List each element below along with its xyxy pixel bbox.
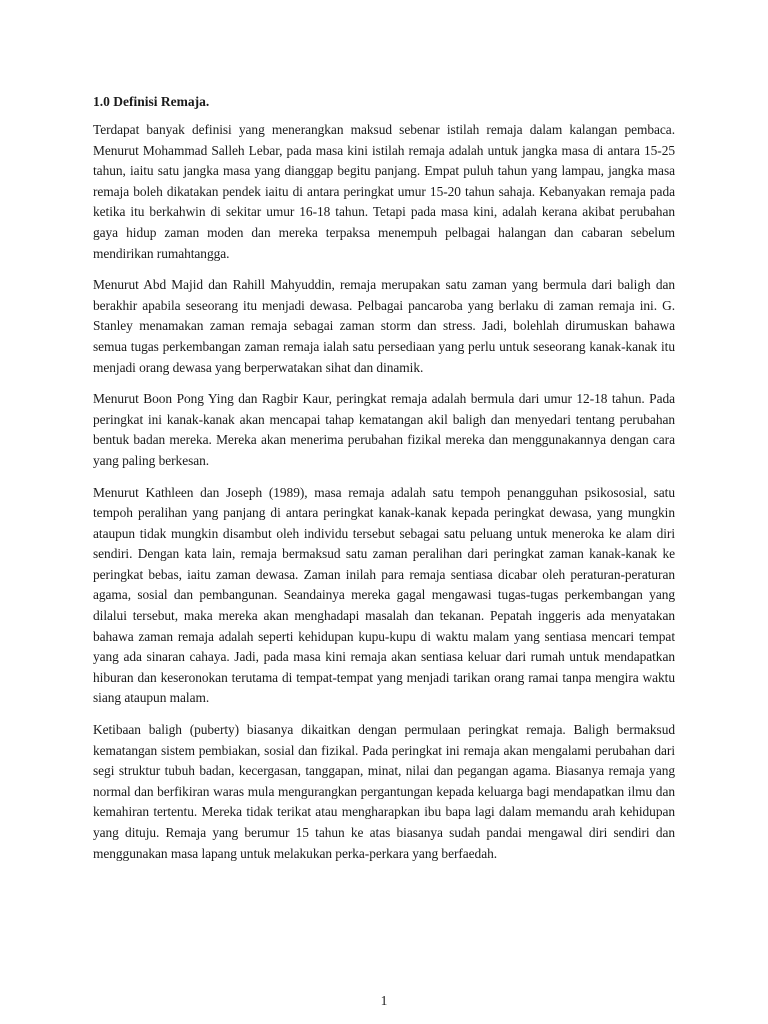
paragraph-5: Ketibaan baligh (puberty) biasanya dikaitkan dengan permulaan peringkat remaja. Baligh bermaksud kematangan sistem pembiakan, sosial dan fizikal. Pada peringkat ini remaja akan mengalami perubahan dari segi struktur tubuh badan, kecergasan, tanggapan, minat, nilai dan pegangan agama. Biasanya remaja yang normal dan berfikiran waras mula mengurangkan pergantungan kepada keluarga bagi mendapatkan ilmu dan kemahiran tertentu. Mereka tidak terikat atau mengharapkan ibu bapa lagi dalam memandu arah kehidupan yang dituju. Remaja yang berumur 15 tahun ke atas biasanya sudah pandai mengawal diri sendiri dan menggunakan masa lapang untuk melakukan perka-perkara yang berfaedah. bbox=[93, 722, 675, 861]
paragraph-2: Menurut Abd Majid dan Rahill Mahyuddin, remaja merupakan satu zaman yang bermula dari baligh dan berakhir apabila seseorang itu menjadi dewasa. Pelbagai pancaroba yang berlaku di zaman remaja ini. G. Stanley menamakan zaman remaja sebagai zaman storm dan stress. Jadi, bolehlah dirumuskan bahawa semua tugas perkembangan zaman remaja ialah satu persediaan yang perlu untuk seseorang kanak-kanak itu menjadi orang dewasa yang berperwatakan sihat dan dinamik. bbox=[93, 277, 675, 375]
section-heading: 1.0 Definisi Remaja. bbox=[93, 94, 210, 109]
paragraph-1: Terdapat banyak definisi yang menerangkan maksud sebenar istilah remaja dalam kalangan pembaca. Menurut Mohammad Salleh Lebar, pada masa kini istilah remaja adalah untuk jangka masa di antara 15-25 tahun, iaitu satu jangka masa yang dianggap begitu panjang. Empat puluh tahun yang lampau, jangka masa remaja boleh dikatakan pendek iaitu di antara peringkat umur 15-20 tahun sahaja. Kebanyakan remaja pada ketika itu berkahwin di sekitar umur 16-18 tahun. Tetapi pada masa kini, adalah kerana akibat perubahan gaya hidup zaman moden dan mereka terpaksa menempuh pelbagai halangan dan cabaran sebelum mendirikan rumahtangga. bbox=[93, 122, 675, 261]
paragraph-3: Menurut Boon Pong Ying dan Ragbir Kaur, peringkat remaja adalah bermula dari umur 12-18 tahun. Pada peringkat ini kanak-kanak akan mencapai tahap kematangan akil baligh dan menyedari tentang perubahan bentuk badan mereka. Mereka akan menerima perubahan fizikal mereka dan menggunakannya dengan cara yang paling berkesan. bbox=[93, 391, 675, 468]
document-page bbox=[93, 93, 675, 875]
paragraph-4: Menurut Kathleen dan Joseph (1989), masa remaja adalah satu tempoh penangguhan psikososial, satu tempoh peralihan yang panjang di antara peringkat kanak-kanak kepada peringkat dewasa, yang mungkin ataupun tidak mungkin disambut oleh individu tersebut sebagai satu peluang untuk meneroka ke alam diri sendiri. Dengan kata lain, remaja bermaksud satu zaman peralihan dari peringkat zaman kanak-kanak ke peringkat bebas, iaitu zaman dewasa. Zaman inilah para remaja sentiasa dicabar oleh peraturan-peraturan agama, sosial dan pembangunan. Seandainya mereka gagal mengawasi tugas-tugas perkembangan yang dilalui tersebut, maka mereka akan menghadapi masalah dan tekanan. Pepatah inggeris ada menyatakan bahawa zaman remaja adalah seperti kehidupan kupu-kupu di waktu malam yang sentiasa mencari tempat yang ada sinaran cahaya. Jadi, pada masa kini remaja akan sentiasa keluar dari rumah untuk mendapatkan hiburan dan keseronokan terutama di tempat-tempat yang menjadi tarikan orang ramai tanpa mengira waktu siang ataupun malam. bbox=[93, 484, 675, 706]
page-number: 1 bbox=[380, 993, 388, 1008]
